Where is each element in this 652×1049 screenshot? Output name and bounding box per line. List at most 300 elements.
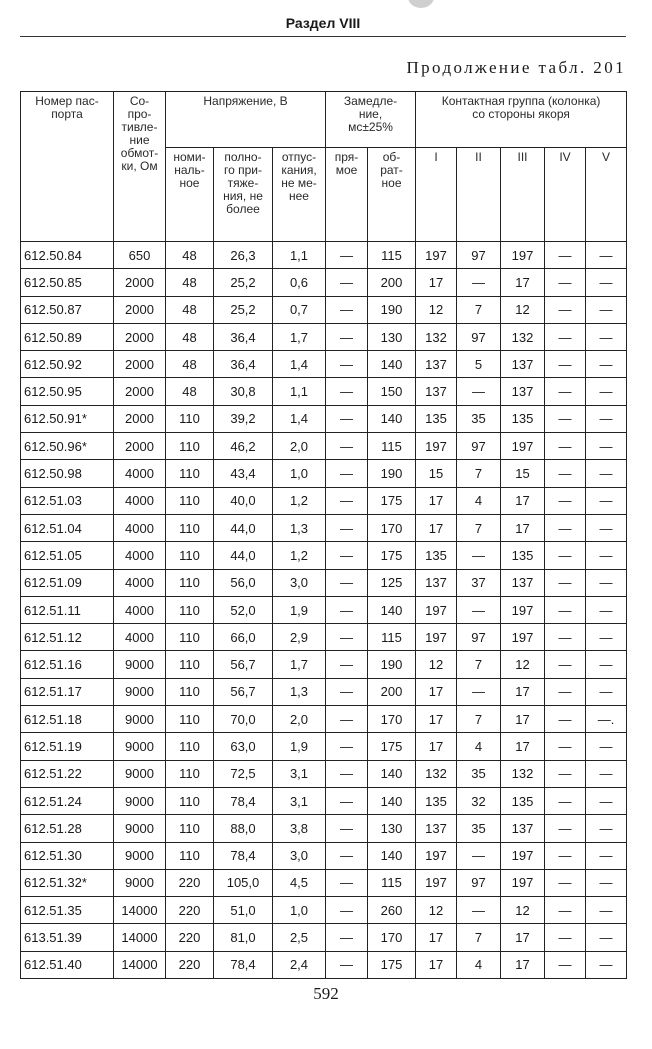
table-cell: 40,0 bbox=[214, 487, 273, 514]
table-cell: 35 bbox=[457, 760, 501, 787]
table-cell: — bbox=[586, 842, 627, 869]
table-cell: 81,0 bbox=[214, 924, 273, 951]
table-cell: 2000 bbox=[114, 269, 166, 296]
table-cell: 135 bbox=[501, 405, 545, 432]
table-cell: 110 bbox=[166, 596, 214, 623]
table-cell: 612.50.91* bbox=[21, 405, 114, 432]
table-cell: — bbox=[457, 596, 501, 623]
table-cell: — bbox=[326, 760, 368, 787]
table-cell: — bbox=[326, 460, 368, 487]
table-cell: 39,2 bbox=[214, 405, 273, 432]
table-cell: 190 bbox=[368, 651, 416, 678]
table-cell: 4 bbox=[457, 733, 501, 760]
table-cell: — bbox=[326, 733, 368, 760]
table-cell: 9000 bbox=[114, 787, 166, 814]
table-cell: 137 bbox=[416, 378, 457, 405]
table-cell: 132 bbox=[501, 760, 545, 787]
table-cell: 135 bbox=[501, 787, 545, 814]
table-cell: 2,0 bbox=[273, 706, 326, 733]
table-cell: 612.51.11 bbox=[21, 596, 114, 623]
table-cell: 17 bbox=[416, 924, 457, 951]
table-row bbox=[21, 514, 627, 541]
table-cell: 135 bbox=[416, 787, 457, 814]
col-contact-4-header: IV bbox=[545, 148, 586, 242]
table-cell: — bbox=[545, 487, 586, 514]
table-cell: 650 bbox=[114, 242, 166, 269]
table-cell: — bbox=[545, 514, 586, 541]
table-cell: — bbox=[586, 596, 627, 623]
table-cell: — bbox=[326, 487, 368, 514]
table-cell: — bbox=[586, 242, 627, 269]
table-cell: — bbox=[586, 760, 627, 787]
table-cell: 4 bbox=[457, 487, 501, 514]
table-cell: 110 bbox=[166, 460, 214, 487]
col-delay-header: Замедле- ние, мс±25% bbox=[326, 92, 416, 148]
table-cell: 1,1 bbox=[273, 242, 326, 269]
table-cell: 612.50.85 bbox=[21, 269, 114, 296]
table-cell: — bbox=[586, 514, 627, 541]
table-cell: 2000 bbox=[114, 405, 166, 432]
table-cell: — bbox=[545, 787, 586, 814]
table-cell: — bbox=[545, 433, 586, 460]
table-cell: 35 bbox=[457, 815, 501, 842]
table-row bbox=[21, 269, 627, 296]
table-cell: 137 bbox=[416, 815, 457, 842]
col-resistance-header: Со- про- тивле- ние обмот- ки, Ом bbox=[114, 92, 166, 242]
table-cell: 17 bbox=[416, 487, 457, 514]
table-cell: 612.50.92 bbox=[21, 351, 114, 378]
table-cell: — bbox=[326, 323, 368, 350]
table-row bbox=[21, 351, 627, 378]
table-row bbox=[21, 596, 627, 623]
table-cell: 220 bbox=[166, 869, 214, 896]
table-cell: 78,4 bbox=[214, 787, 273, 814]
table-row bbox=[21, 706, 627, 733]
table-cell: 137 bbox=[416, 569, 457, 596]
table-cell: 2,9 bbox=[273, 624, 326, 651]
table-cell: 17 bbox=[501, 678, 545, 705]
table-cell: — bbox=[545, 733, 586, 760]
table-cell: — bbox=[545, 296, 586, 323]
table-cell: 612.51.12 bbox=[21, 624, 114, 651]
table-row bbox=[21, 760, 627, 787]
table-cell: 17 bbox=[416, 733, 457, 760]
table-cell: 220 bbox=[166, 951, 214, 978]
table-cell: 7 bbox=[457, 514, 501, 541]
table-cell: 175 bbox=[368, 542, 416, 569]
table-cell: 7 bbox=[457, 706, 501, 733]
table-cell: 190 bbox=[368, 460, 416, 487]
table-cell: 9000 bbox=[114, 733, 166, 760]
table-cell: — bbox=[326, 596, 368, 623]
table-cell: 4000 bbox=[114, 542, 166, 569]
table-row bbox=[21, 460, 627, 487]
table-cell: 7 bbox=[457, 296, 501, 323]
table-row bbox=[21, 815, 627, 842]
table-cell: 52,0 bbox=[214, 596, 273, 623]
table-cell: — bbox=[326, 706, 368, 733]
table-cell: 48 bbox=[166, 378, 214, 405]
table-cell: 197 bbox=[416, 842, 457, 869]
table-cell: 17 bbox=[501, 269, 545, 296]
table-body bbox=[21, 242, 627, 979]
table-row bbox=[21, 651, 627, 678]
col-contact-5-header: V bbox=[586, 148, 627, 242]
table-cell: 3,0 bbox=[273, 842, 326, 869]
table-cell: 197 bbox=[501, 242, 545, 269]
table-cell: 7 bbox=[457, 924, 501, 951]
table-cell: 70,0 bbox=[214, 706, 273, 733]
table-cell: — bbox=[586, 323, 627, 350]
table-cell: — bbox=[545, 951, 586, 978]
table-cell: 190 bbox=[368, 296, 416, 323]
table-continuation-caption: Продолжение табл. 201 bbox=[406, 58, 626, 77]
table-cell: 56,7 bbox=[214, 678, 273, 705]
table-cell: — bbox=[586, 951, 627, 978]
table-cell: 15 bbox=[501, 460, 545, 487]
table-cell: 137 bbox=[501, 569, 545, 596]
table-cell: — bbox=[586, 651, 627, 678]
table-cell: 17 bbox=[416, 678, 457, 705]
table-cell: 25,2 bbox=[214, 269, 273, 296]
table-cell: 110 bbox=[166, 787, 214, 814]
table-cell: 25,2 bbox=[214, 296, 273, 323]
table-cell: — bbox=[586, 269, 627, 296]
table-cell: 48 bbox=[166, 323, 214, 350]
table-cell: 135 bbox=[416, 405, 457, 432]
table-cell: 612.51.03 bbox=[21, 487, 114, 514]
table-cell: 175 bbox=[368, 951, 416, 978]
table-cell: — bbox=[326, 624, 368, 651]
table-cell: 12 bbox=[416, 296, 457, 323]
table-cell: 612.51.18 bbox=[21, 706, 114, 733]
table-cell: 2,4 bbox=[273, 951, 326, 978]
table-cell: — bbox=[326, 815, 368, 842]
col-contact-1-header: I bbox=[416, 148, 457, 242]
table-cell: 9000 bbox=[114, 815, 166, 842]
table-cell: 4000 bbox=[114, 487, 166, 514]
table-cell: 612.50.95 bbox=[21, 378, 114, 405]
table-cell: 612.50.84 bbox=[21, 242, 114, 269]
table-cell: 170 bbox=[368, 706, 416, 733]
table-cell: 97 bbox=[457, 624, 501, 651]
table-cell: 612.51.09 bbox=[21, 569, 114, 596]
table-cell: — bbox=[326, 869, 368, 896]
table-cell: 130 bbox=[368, 815, 416, 842]
table-cell: 140 bbox=[368, 405, 416, 432]
table-cell: 2000 bbox=[114, 351, 166, 378]
table-cell: 66,0 bbox=[214, 624, 273, 651]
table-cell: 1,7 bbox=[273, 651, 326, 678]
table-cell: 1,2 bbox=[273, 487, 326, 514]
table-cell: 612.51.24 bbox=[21, 787, 114, 814]
table-row bbox=[21, 787, 627, 814]
table-cell: 2000 bbox=[114, 378, 166, 405]
table-cell: 197 bbox=[501, 842, 545, 869]
table-cell: 4000 bbox=[114, 514, 166, 541]
table-cell: — bbox=[545, 624, 586, 651]
table-cell: 197 bbox=[416, 869, 457, 896]
table-cell: — bbox=[545, 651, 586, 678]
table-cell: 197 bbox=[501, 596, 545, 623]
table-cell: 2,0 bbox=[273, 433, 326, 460]
table-cell: 170 bbox=[368, 514, 416, 541]
table-cell: 2000 bbox=[114, 323, 166, 350]
table-cell: 97 bbox=[457, 242, 501, 269]
table-cell: 3,1 bbox=[273, 760, 326, 787]
table-cell: 17 bbox=[416, 514, 457, 541]
table-cell: — bbox=[457, 269, 501, 296]
table-cell: 4000 bbox=[114, 596, 166, 623]
table-cell: 1,4 bbox=[273, 351, 326, 378]
table-cell: — bbox=[545, 897, 586, 924]
table-cell: — bbox=[545, 542, 586, 569]
table-cell: 17 bbox=[501, 487, 545, 514]
table-cell: 612.50.87 bbox=[21, 296, 114, 323]
table-cell: 72,5 bbox=[214, 760, 273, 787]
table-cell: 260 bbox=[368, 897, 416, 924]
table-cell: — bbox=[326, 269, 368, 296]
table-cell: — bbox=[586, 296, 627, 323]
table-cell: — bbox=[326, 897, 368, 924]
table-cell: 175 bbox=[368, 733, 416, 760]
table-cell: — bbox=[457, 842, 501, 869]
page-corner-mark bbox=[408, 0, 434, 8]
table-cell: 9000 bbox=[114, 651, 166, 678]
table-cell: — bbox=[545, 378, 586, 405]
table-cell: 2000 bbox=[114, 296, 166, 323]
table-cell: 88,0 bbox=[214, 815, 273, 842]
table-cell: 17 bbox=[501, 951, 545, 978]
table-cell: 140 bbox=[368, 787, 416, 814]
relay-parameters-table bbox=[20, 91, 627, 979]
table-cell: 1,3 bbox=[273, 514, 326, 541]
table-cell: 7 bbox=[457, 460, 501, 487]
table-cell: 137 bbox=[501, 815, 545, 842]
table-cell: 170 bbox=[368, 924, 416, 951]
table-cell: 3,8 bbox=[273, 815, 326, 842]
table-cell: — bbox=[545, 842, 586, 869]
table-cell: — bbox=[326, 351, 368, 378]
table-cell: 4,5 bbox=[273, 869, 326, 896]
table-row bbox=[21, 624, 627, 651]
table-cell: 612.51.04 bbox=[21, 514, 114, 541]
table-cell: 612.51.22 bbox=[21, 760, 114, 787]
table-cell: 612.51.17 bbox=[21, 678, 114, 705]
table-cell: — bbox=[586, 487, 627, 514]
table-cell: 110 bbox=[166, 678, 214, 705]
table-cell: — bbox=[586, 678, 627, 705]
table-cell: 12 bbox=[416, 651, 457, 678]
table-cell: — bbox=[545, 678, 586, 705]
table-cell: 613.51.39 bbox=[21, 924, 114, 951]
table-cell: — bbox=[545, 242, 586, 269]
col-contact-3-header: III bbox=[501, 148, 545, 242]
table-cell: — bbox=[586, 733, 627, 760]
table-cell: 200 bbox=[368, 269, 416, 296]
table-cell: 0,6 bbox=[273, 269, 326, 296]
table-cell: 17 bbox=[416, 269, 457, 296]
table-cell: — bbox=[545, 351, 586, 378]
table-cell: 32 bbox=[457, 787, 501, 814]
table-cell: — bbox=[545, 815, 586, 842]
table-cell: 197 bbox=[416, 242, 457, 269]
table-cell: 15 bbox=[416, 460, 457, 487]
table-cell: 14000 bbox=[114, 924, 166, 951]
table-cell: 30,8 bbox=[214, 378, 273, 405]
table-cell: 17 bbox=[501, 706, 545, 733]
col-voltage-pull-header: полно- го при- тяже- ния, не более bbox=[214, 148, 273, 242]
table-cell: 612.51.30 bbox=[21, 842, 114, 869]
table-cell: 1,9 bbox=[273, 733, 326, 760]
table-cell: 105,0 bbox=[214, 869, 273, 896]
table-cell: — bbox=[326, 433, 368, 460]
table-cell: 12 bbox=[501, 296, 545, 323]
col-contact-group-header: Контактная группа (колонка) со стороны якоря bbox=[416, 92, 627, 148]
table-cell: — bbox=[326, 378, 368, 405]
table-cell: 51,0 bbox=[214, 897, 273, 924]
table-cell: 612.50.89 bbox=[21, 323, 114, 350]
table-cell: — bbox=[457, 897, 501, 924]
table-cell: 97 bbox=[457, 433, 501, 460]
col-voltage-nominal-header: номи- наль- ное bbox=[166, 148, 214, 242]
table-cell: 115 bbox=[368, 433, 416, 460]
table-row bbox=[21, 897, 627, 924]
page-number: 592 bbox=[313, 984, 339, 1003]
table-cell: — bbox=[545, 323, 586, 350]
table-cell: 2000 bbox=[114, 433, 166, 460]
table-cell: 1,3 bbox=[273, 678, 326, 705]
table-cell: — bbox=[586, 897, 627, 924]
col-delay-direct-header: пря- мое bbox=[326, 148, 368, 242]
table-cell: 197 bbox=[501, 869, 545, 896]
table-cell: — bbox=[326, 242, 368, 269]
table-row bbox=[21, 869, 627, 896]
table-cell: 110 bbox=[166, 433, 214, 460]
table-cell: 36,4 bbox=[214, 323, 273, 350]
table-row bbox=[21, 378, 627, 405]
col-voltage-header: Напряжение, В bbox=[166, 92, 326, 148]
table-cell: 56,0 bbox=[214, 569, 273, 596]
table-cell: 78,4 bbox=[214, 951, 273, 978]
table-cell: 110 bbox=[166, 706, 214, 733]
col-delay-reverse-header: об- рат- ное bbox=[368, 148, 416, 242]
table-cell: 612.51.19 bbox=[21, 733, 114, 760]
table-cell: 4 bbox=[457, 951, 501, 978]
table-cell: 115 bbox=[368, 242, 416, 269]
table-cell: —. bbox=[586, 706, 627, 733]
table-cell: 110 bbox=[166, 542, 214, 569]
table-cell: — bbox=[457, 378, 501, 405]
table-cell: — bbox=[545, 924, 586, 951]
table-cell: 37 bbox=[457, 569, 501, 596]
table-cell: — bbox=[326, 951, 368, 978]
table-cell: 197 bbox=[416, 596, 457, 623]
table-cell: 137 bbox=[501, 351, 545, 378]
table-cell: 9000 bbox=[114, 842, 166, 869]
table-row bbox=[21, 569, 627, 596]
table-cell: — bbox=[586, 378, 627, 405]
table-cell: 220 bbox=[166, 897, 214, 924]
table-cell: 125 bbox=[368, 569, 416, 596]
table-cell: — bbox=[545, 405, 586, 432]
table-cell: — bbox=[586, 924, 627, 951]
table-cell: 140 bbox=[368, 351, 416, 378]
table-cell: 1,9 bbox=[273, 596, 326, 623]
table-cell: 132 bbox=[416, 760, 457, 787]
table-cell: 0,7 bbox=[273, 296, 326, 323]
table-row bbox=[21, 405, 627, 432]
table-cell: — bbox=[545, 596, 586, 623]
table-cell: 48 bbox=[166, 296, 214, 323]
table-cell: 17 bbox=[416, 706, 457, 733]
table-cell: 110 bbox=[166, 514, 214, 541]
table-cell: 46,2 bbox=[214, 433, 273, 460]
table-cell: 9000 bbox=[114, 678, 166, 705]
table-cell: 612.51.35 bbox=[21, 897, 114, 924]
table-cell: 48 bbox=[166, 242, 214, 269]
table-cell: 4000 bbox=[114, 569, 166, 596]
table-row bbox=[21, 733, 627, 760]
table-cell: 110 bbox=[166, 760, 214, 787]
table-cell: 115 bbox=[368, 624, 416, 651]
table-cell: 17 bbox=[501, 924, 545, 951]
table-cell: 1,0 bbox=[273, 460, 326, 487]
table-cell: 612.51.16 bbox=[21, 651, 114, 678]
table-cell: 12 bbox=[501, 651, 545, 678]
table-cell: 197 bbox=[501, 433, 545, 460]
table-cell: 612.51.32* bbox=[21, 869, 114, 896]
table-cell: — bbox=[586, 624, 627, 651]
table-cell: — bbox=[457, 542, 501, 569]
table-row bbox=[21, 542, 627, 569]
table-cell: 9000 bbox=[114, 869, 166, 896]
table-cell: 2,5 bbox=[273, 924, 326, 951]
section-header: Раздел VIII bbox=[20, 10, 626, 37]
table-cell: 5 bbox=[457, 351, 501, 378]
table-cell: 612.51.40 bbox=[21, 951, 114, 978]
table-row bbox=[21, 296, 627, 323]
table-cell: — bbox=[545, 706, 586, 733]
table-cell: 612.51.05 bbox=[21, 542, 114, 569]
table-cell: 175 bbox=[368, 487, 416, 514]
table-cell: 4000 bbox=[114, 624, 166, 651]
table-cell: — bbox=[326, 405, 368, 432]
table-cell: — bbox=[326, 678, 368, 705]
table-row bbox=[21, 487, 627, 514]
table-cell: 110 bbox=[166, 733, 214, 760]
table-cell: 1,4 bbox=[273, 405, 326, 432]
table-cell: 44,0 bbox=[214, 542, 273, 569]
table-cell: 137 bbox=[501, 378, 545, 405]
table-cell: 1,7 bbox=[273, 323, 326, 350]
table-cell: — bbox=[586, 869, 627, 896]
table-cell: — bbox=[586, 405, 627, 432]
table-cell: 7 bbox=[457, 651, 501, 678]
table-cell: 130 bbox=[368, 323, 416, 350]
table-cell: — bbox=[545, 269, 586, 296]
table-cell: 17 bbox=[416, 951, 457, 978]
table-row bbox=[21, 842, 627, 869]
table-cell: 110 bbox=[166, 487, 214, 514]
col-voltage-release-header: отпус- кания, не ме- нее bbox=[273, 148, 326, 242]
table-cell: 140 bbox=[368, 842, 416, 869]
table-cell: 48 bbox=[166, 351, 214, 378]
table-cell: 12 bbox=[501, 897, 545, 924]
table-cell: 110 bbox=[166, 569, 214, 596]
table-cell: 140 bbox=[368, 760, 416, 787]
table-cell: 1,2 bbox=[273, 542, 326, 569]
